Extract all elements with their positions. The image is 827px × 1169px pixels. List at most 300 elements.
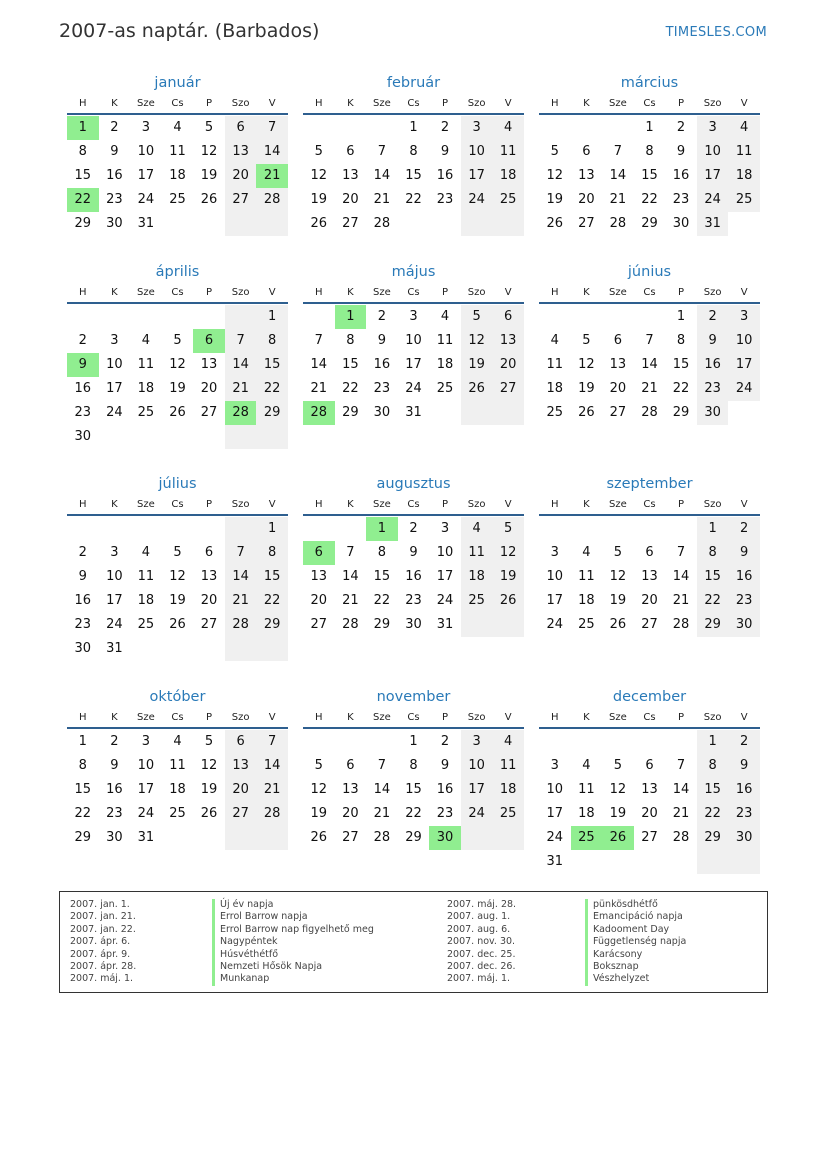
day-cell: 16 [74,593,92,608]
day-cell: 12 [492,541,524,565]
day-cell: 30 [429,826,461,850]
day-cell: 22 [697,802,729,826]
day-cell: 10 [461,754,493,778]
weekday-label: V [504,287,512,298]
day-cell: 5 [173,333,182,348]
day-cell: 22 [697,589,729,613]
day-cell: 24 [436,593,454,608]
day-cell: 3 [550,545,559,560]
empty-cell [67,517,99,541]
day-cell: 8 [697,541,729,565]
day-cell: 26 [492,589,524,613]
day-cell: 18 [492,164,524,188]
day-cell: 27 [492,377,524,401]
weekday-label: P [206,712,213,723]
empty-cell [193,305,225,329]
empty-cell [571,116,603,140]
empty-cell [665,850,697,874]
day-cell: 20 [641,806,658,821]
month-1 [67,73,288,236]
month-10 [67,687,288,850]
day-cell: 8 [346,333,355,348]
day-cell: 16 [373,357,391,372]
weekday-header [67,97,288,115]
day-cell: 14 [672,569,690,584]
brand-link[interactable]: TIMESLES.COM [665,25,767,40]
day-cell: 28 [342,617,359,632]
day-cell: 13 [641,569,658,584]
day-cell: 17 [461,164,493,188]
day-cell: 7 [676,758,686,773]
day-grid [539,116,760,236]
empty-cell [429,212,461,236]
weekday-label: H [551,287,559,298]
weekday-label: Szo [467,712,486,723]
day-cell: 16 [436,168,454,183]
empty-cell [571,517,603,541]
day-cell: 6 [582,144,591,159]
weekday-label: V [740,287,748,298]
weekday-label: P [442,98,449,109]
day-cell: 10 [697,140,729,164]
empty-cell [303,305,335,329]
holiday-legend [59,891,768,993]
day-cell: 22 [74,806,92,821]
legend-holiday-name: Függetlenség napja [585,936,686,948]
day-cell: 8 [256,541,288,565]
weekday-label: Szo [703,499,722,510]
day-cell: 19 [492,565,524,589]
weekday-label: K [583,287,590,298]
day-cell: 25 [571,826,603,850]
day-cell: 2 [440,120,450,135]
day-cell: 1 [335,305,367,329]
day-cell: 29 [697,613,729,637]
day-cell: 28 [303,401,335,425]
day-cell: 27 [641,830,658,845]
day-cell: 8 [377,545,387,560]
day-cell: 23 [728,802,760,826]
empty-cell [728,401,760,425]
weekday-label: Sze [373,287,391,298]
day-cell: 14 [310,357,328,372]
empty-cell [130,305,162,329]
day-grid [67,116,288,236]
weekday-label: P [678,98,685,109]
day-cell: 20 [200,593,218,608]
day-cell: 20 [492,353,524,377]
weekday-label: H [79,98,87,109]
month-4 [67,262,288,449]
day-cell: 27 [200,405,218,420]
day-cell: 2 [78,333,87,348]
weekday-header [539,498,760,516]
day-cell: 20 [310,593,328,608]
weekday-label: K [111,712,118,723]
month-name: augusztus [376,476,451,492]
day-cell: 13 [225,140,257,164]
day-cell: 17 [405,357,422,372]
empty-cell [492,613,524,637]
weekday-label: K [347,287,354,298]
day-cell: 19 [169,381,186,396]
empty-cell [256,212,288,236]
day-cell: 17 [106,381,123,396]
empty-cell [461,401,493,425]
day-cell: 20 [578,192,595,207]
weekday-label: P [678,287,685,298]
weekday-label: H [315,98,323,109]
day-cell: 22 [405,192,422,207]
weekday-label: Cs [643,287,656,298]
day-cell: 21 [672,806,690,821]
day-cell: 31 [137,216,155,231]
day-cell: 7 [377,758,387,773]
day-cell: 22 [405,806,422,821]
empty-cell [539,116,571,140]
empty-cell [461,613,493,637]
day-cell: 13 [342,168,359,183]
weekday-label: P [442,499,449,510]
month-11 [303,687,524,850]
day-cell: 7 [346,545,355,560]
day-grid [67,517,288,661]
day-cell: 18 [578,806,595,821]
empty-cell [571,850,603,874]
weekday-label: Cs [643,98,656,109]
legend-holiday-name: Nagypéntek [212,936,374,948]
empty-cell [665,730,697,754]
day-cell: 18 [436,357,454,372]
day-cell: 12 [310,782,328,797]
day-grid [303,517,524,637]
day-cell: 17 [697,164,729,188]
day-cell: 28 [641,405,658,420]
day-cell: 2 [110,120,119,135]
day-cell: 8 [676,333,686,348]
day-cell: 5 [204,120,214,135]
weekday-label: K [583,712,590,723]
empty-cell [193,637,225,661]
day-cell: 27 [342,830,359,845]
empty-cell [225,212,257,236]
weekday-header [67,711,288,729]
legend-date: 2007. jan. 1. [70,899,130,910]
day-cell: 6 [204,545,214,560]
legend-date: 2007. nov. 30. [447,936,516,948]
day-cell: 10 [137,758,155,773]
empty-cell [130,517,162,541]
empty-cell [99,425,131,449]
empty-cell [602,730,634,754]
month-name: október [149,689,206,705]
day-cell: 14 [225,565,257,589]
day-cell: 1 [676,309,686,324]
weekday-label: Cs [171,98,184,109]
day-cell: 21 [342,593,359,608]
day-cell: 30 [728,826,760,850]
day-cell: 9 [110,758,119,773]
day-cell: 6 [645,758,654,773]
day-cell: 5 [173,545,182,560]
day-cell: 2 [697,305,729,329]
day-cell: 1 [256,305,288,329]
weekday-label: Sze [137,287,155,298]
weekday-label: V [268,98,276,109]
empty-cell [602,305,634,329]
month-3 [539,73,760,236]
weekday-label: Szo [231,499,250,510]
day-cell: 11 [137,357,155,372]
legend-holiday-name: Munkanap [212,973,374,985]
day-cell: 10 [137,144,155,159]
day-cell: 25 [728,188,760,212]
day-cell: 19 [609,806,627,821]
day-cell: 15 [697,565,729,589]
weekday-label: H [551,98,559,109]
day-cell: 17 [436,569,454,584]
day-cell: 30 [74,429,92,444]
day-cell: 17 [137,168,155,183]
day-cell: 11 [728,140,760,164]
month-name: április [155,264,200,280]
day-cell: 21 [310,381,328,396]
day-cell: 2 [377,309,387,324]
legend-date: 2007. jan. 22. [70,923,136,935]
day-cell: 10 [436,545,454,560]
weekday-label: H [315,499,323,510]
month-2 [303,73,524,236]
day-cell: 3 [697,116,729,140]
day-cell: 7 [377,144,387,159]
day-cell: 12 [609,569,627,584]
day-cell: 6 [346,758,355,773]
day-cell: 25 [169,806,186,821]
weekday-header [303,498,524,516]
day-cell: 3 [409,309,418,324]
empty-cell [99,517,131,541]
month-5 [303,262,524,425]
day-cell: 30 [106,830,123,845]
day-cell: 3 [461,116,493,140]
day-cell: 12 [200,758,218,773]
day-cell: 1 [645,120,654,135]
legend-holiday-name: Húsvéthétfő [212,949,374,961]
day-cell: 4 [582,545,591,560]
weekday-header [67,286,288,304]
day-cell: 29 [342,405,359,420]
day-cell: 26 [310,830,328,845]
day-cell: 31 [546,854,564,869]
month-name: december [612,689,687,705]
empty-cell [602,850,634,874]
empty-cell [256,425,288,449]
day-cell: 18 [137,593,155,608]
day-cell: 8 [409,144,418,159]
day-cell: 15 [405,782,422,797]
weekday-label: V [268,499,276,510]
day-cell: 24 [137,806,155,821]
day-cell: 18 [578,593,595,608]
empty-cell [398,212,430,236]
day-cell: 18 [169,168,186,183]
day-cell: 26 [200,192,218,207]
weekday-label: K [347,98,354,109]
legend-holiday-name: Errol Barrow napja [212,911,374,923]
day-cell: 28 [672,830,690,845]
day-cell: 3 [110,545,119,560]
day-cell: 6 [492,305,524,329]
day-cell: 29 [373,617,391,632]
weekday-label: V [740,712,748,723]
weekday-label: H [551,499,559,510]
day-cell: 30 [697,401,729,425]
day-cell: 4 [492,730,524,754]
weekday-label: Cs [407,287,420,298]
day-cell: 17 [137,782,155,797]
day-cell: 19 [200,168,218,183]
day-cell: 3 [110,333,119,348]
legend-date: 2007. jan. 21. [70,911,136,923]
day-cell: 11 [169,758,186,773]
day-cell: 18 [137,381,155,396]
weekday-label: H [315,712,323,723]
legend-right-names [585,899,686,986]
empty-cell [461,826,493,850]
weekday-label: P [206,499,213,510]
weekday-label: Sze [609,712,627,723]
day-cell: 27 [310,617,328,632]
day-cell: 31 [697,212,729,236]
day-cell: 28 [256,188,288,212]
legend-right-dates [447,899,516,986]
legend-date: 2007. ápr. 28. [70,960,137,972]
empty-cell [225,425,257,449]
day-cell: 17 [461,778,493,802]
legend-holiday-name: Boksznap [585,961,686,973]
month-12 [539,687,760,874]
day-cell: 23 [373,381,391,396]
day-cell: 25 [137,405,155,420]
month-name: július [158,476,197,492]
day-cell: 5 [461,305,493,329]
day-cell: 4 [440,309,450,324]
day-cell: 5 [492,517,524,541]
weekday-header [303,711,524,729]
day-cell: 19 [546,192,564,207]
day-cell: 12 [461,329,493,353]
day-cell: 16 [106,782,123,797]
day-grid [303,730,524,850]
day-cell: 9 [67,353,99,377]
day-cell: 21 [641,381,658,396]
weekday-label: V [504,712,512,723]
day-cell: 26 [578,405,595,420]
empty-cell [256,637,288,661]
day-cell: 6 [303,541,335,565]
day-cell: 5 [314,144,323,159]
month-name: november [376,689,451,705]
weekday-label: Szo [703,98,722,109]
weekday-label: Cs [407,98,420,109]
weekday-label: Sze [373,98,391,109]
weekday-label: V [504,499,512,510]
empty-cell [634,305,666,329]
empty-cell [162,517,194,541]
day-cell: 12 [546,168,564,183]
day-cell: 21 [672,593,690,608]
day-cell: 20 [342,806,359,821]
day-cell: 12 [578,357,595,372]
legend-date: 2007. ápr. 9. [70,948,131,960]
day-cell: 20 [641,593,658,608]
day-cell: 14 [256,140,288,164]
day-cell: 21 [609,192,627,207]
weekday-label: K [347,712,354,723]
day-cell: 26 [200,806,218,821]
empty-cell [256,826,288,850]
day-cell: 27 [609,405,627,420]
empty-cell [162,305,194,329]
weekday-label: P [442,712,449,723]
day-cell: 22 [67,188,99,212]
day-cell: 29 [405,830,422,845]
day-cell: 13 [310,569,328,584]
empty-cell [303,730,335,754]
day-cell: 16 [728,778,760,802]
day-cell: 16 [672,168,690,183]
day-cell: 10 [106,357,123,372]
weekday-label: P [678,499,685,510]
empty-cell [162,425,194,449]
weekday-label: Szo [231,712,250,723]
day-cell: 23 [405,593,422,608]
day-cell: 11 [137,569,155,584]
weekday-label: H [79,712,87,723]
day-cell: 6 [193,329,225,353]
empty-cell [67,305,99,329]
day-cell: 2 [78,545,87,560]
day-cell: 23 [106,192,123,207]
day-cell: 25 [436,381,454,396]
day-cell: 7 [225,329,257,353]
empty-cell [225,517,257,541]
weekday-label: Sze [137,712,155,723]
day-cell: 7 [314,333,323,348]
empty-cell [728,850,760,874]
day-grid [539,305,760,425]
day-cell: 23 [106,806,123,821]
day-cell: 15 [256,565,288,589]
day-cell: 8 [256,329,288,353]
day-cell: 28 [373,216,391,231]
weekday-label: K [347,499,354,510]
day-cell: 27 [342,216,359,231]
empty-cell [225,826,257,850]
day-cell: 22 [672,381,690,396]
day-cell: 2 [440,734,450,749]
day-cell: 7 [225,541,257,565]
day-cell: 25 [461,589,493,613]
day-cell: 29 [74,216,92,231]
empty-cell [539,305,571,329]
day-cell: 6 [645,545,654,560]
legend-holiday-name: Kadooment Day [585,924,686,936]
month-name: május [391,264,436,280]
day-cell: 6 [225,730,257,754]
legend-holiday-name: Új év napja [212,899,374,911]
weekday-header [539,711,760,729]
